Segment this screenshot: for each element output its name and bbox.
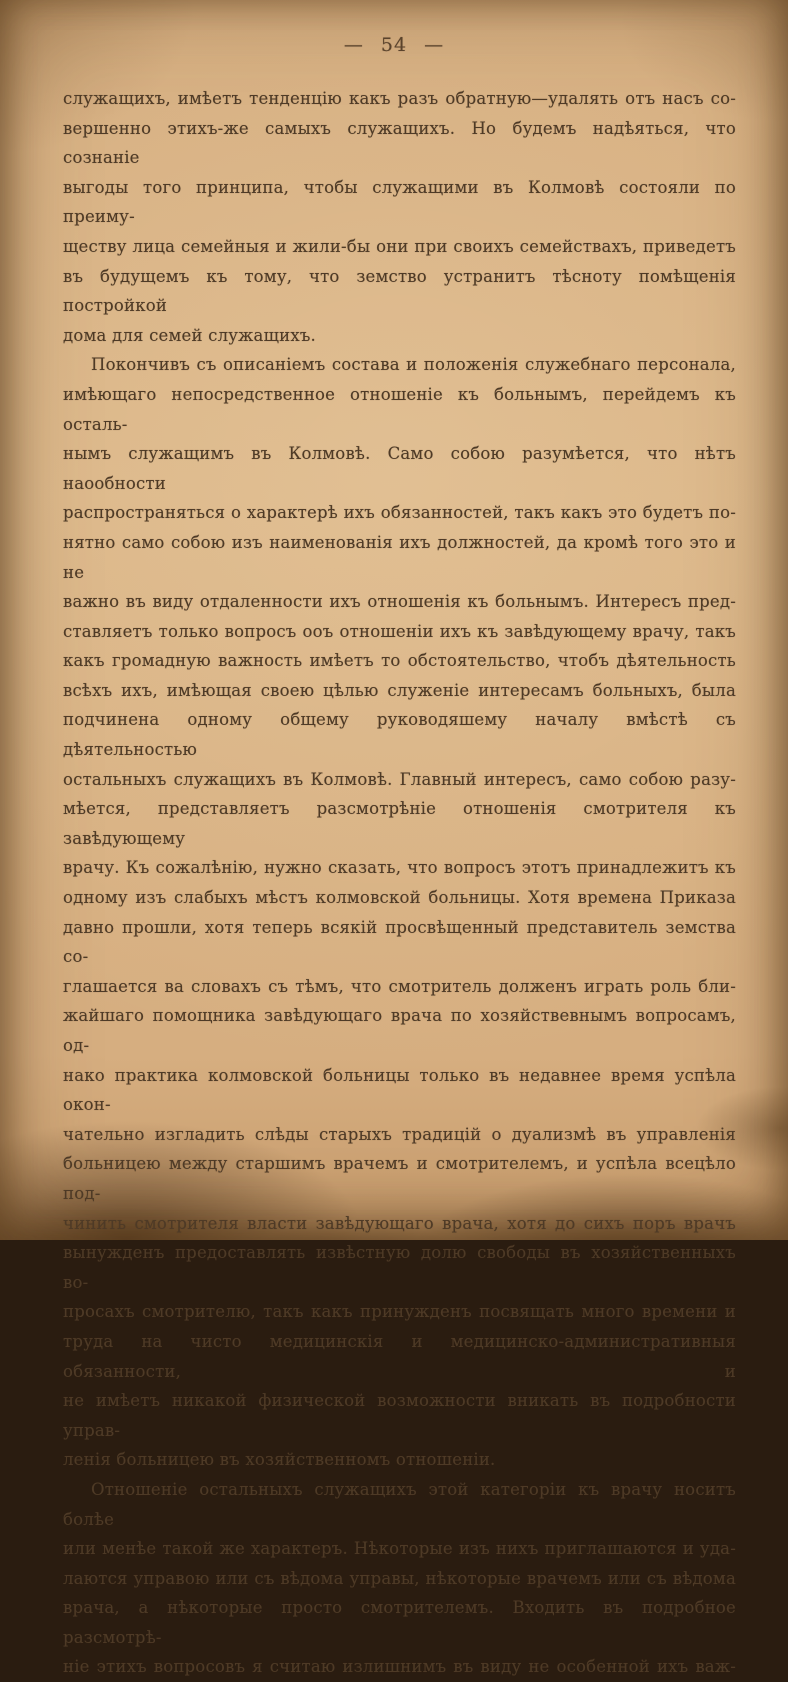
text-line: остальныхъ служащихъ въ Колмовѣ. Главный интересъ, само собою разу-: [63, 769, 736, 789]
text-line: глашается ва словахъ съ тѣмъ, что смотритель долженъ играть роль бли-: [63, 976, 736, 996]
text-line: нятно само собою изъ наименованія ихъ должностей, да кромѣ того это и не: [63, 532, 736, 582]
text-line: лаются управою или съ вѣдома управы, нѣкоторые врачемъ или съ вѣдома: [63, 1568, 736, 1588]
text-line: всѣхъ ихъ, имѣющая своею цѣлью служеніе интересамъ больныхъ, была: [63, 680, 736, 700]
text-line: не имѣетъ никакой физической возможности вникать въ подробности управ-: [63, 1391, 736, 1440]
text-line: мѣется, представляетъ разсмотрѣніе отношенія смотрителя къ завѣдующему: [63, 799, 736, 848]
text-line: дома для семей служащихъ.: [63, 325, 316, 345]
text-line: вершенно этихъ-же самыхъ служащихъ. Но будемъ надѣяться, что сознаніе: [63, 118, 736, 168]
text-line: какъ громадную важность имѣетъ то обстоятельство, чтобъ дѣятельность: [63, 651, 736, 671]
text-line: чинить смотрителя власти завѣдующаго врача, хотя до сихъ поръ врачъ: [63, 1213, 736, 1233]
text-line: нымъ служащимъ въ Колмовѣ. Само собою разумѣется, что нѣтъ наообности: [63, 444, 736, 493]
text-line: Покончивъ съ описаніемъ состава и положенія служебнаго персонала,: [91, 355, 736, 375]
text-line: важно въ виду отдаленности ихъ отношенія къ больнымъ. Интересъ пред-: [63, 592, 736, 612]
page-text: [63, 84, 736, 1682]
text-line: врача, а нѣкоторые просто смотрителемъ. Входить въ подробное разсмотрѣ-: [63, 1598, 736, 1647]
text-line: больницею между старшимъ врачемъ и смотрителемъ, и успѣла всецѣло под-: [63, 1154, 736, 1203]
text-line: подчинена одному общему руководяшему началу вмѣстѣ съ дѣятельностью: [63, 710, 736, 760]
text-line: врачу. Къ сожалѣнію, нужно сказать, что вопросъ этотъ принадлежитъ къ: [63, 858, 736, 878]
text-line: нако практика колмовской больницы только въ недавнее время успѣла окон-: [63, 1065, 736, 1115]
text-line: ществу лица семейныя и жили-бы они при своихъ семействахъ, приведетъ: [63, 236, 736, 256]
text-line: выгоды того принципа, чтобы служащими въ Колмовѣ состояли по преиму-: [63, 177, 736, 227]
text-line: труда на чисто медицинскія и медицинско-административныя обязанности, и: [63, 1331, 736, 1381]
text-line: ніе этихъ вопросовъ я считаю излишнимъ въ виду не особенной ихъ важ-: [63, 1657, 736, 1677]
page-number: — 54 —: [343, 34, 445, 56]
text-line: распространяться о характерѣ ихъ обязанностей, такъ какъ это будетъ по-: [63, 503, 736, 523]
text-line: одному изъ слабыхъ мѣстъ колмовской больницы. Хотя времена Приказа: [63, 888, 736, 908]
text-line: давно прошли, хотя теперь всякій просвѣщенный представитель земства со-: [63, 917, 736, 967]
text-line: имѣющаго непосредственное отношеніе къ больнымъ, перейдемъ къ осталь-: [63, 384, 736, 434]
text-line: Отношеніе остальныхъ служащихъ этой категоріи къ врачу носитъ болѣе: [63, 1479, 736, 1529]
text-line: жайшаго помощника завѣдующаго врача по хозяйствевнымъ вопросамъ, од-: [63, 1006, 736, 1055]
text-line: ставляетъ только вопросъ ооъ отношеніи ихъ къ завѣдующему врачу, такъ: [63, 621, 736, 641]
text-line: служащихъ, имѣетъ тенденцію какъ разъ обратную—удалять отъ насъ со-: [63, 89, 736, 108]
text-line: просахъ смотрителю, такъ какъ принужденъ посвящать много времени и: [63, 1302, 736, 1322]
text-line: или менѣе такой же характеръ. Нѣкоторые изъ нихъ приглашаются и уда-: [63, 1539, 736, 1559]
text-line: ленія больницею въ хозяйственномъ отношеніи.: [63, 1450, 496, 1470]
text-line: чательно изгладить слѣды старыхъ традицій о дуализмѣ въ управленія: [63, 1124, 736, 1144]
text-line: въ будущемъ къ тому, что земство устранитъ тѣсноту помѣщенія постройкой: [63, 266, 736, 316]
text-line: вынужденъ предоставлять извѣстную долю свободы въ хозяйственныхъ во-: [63, 1243, 736, 1292]
